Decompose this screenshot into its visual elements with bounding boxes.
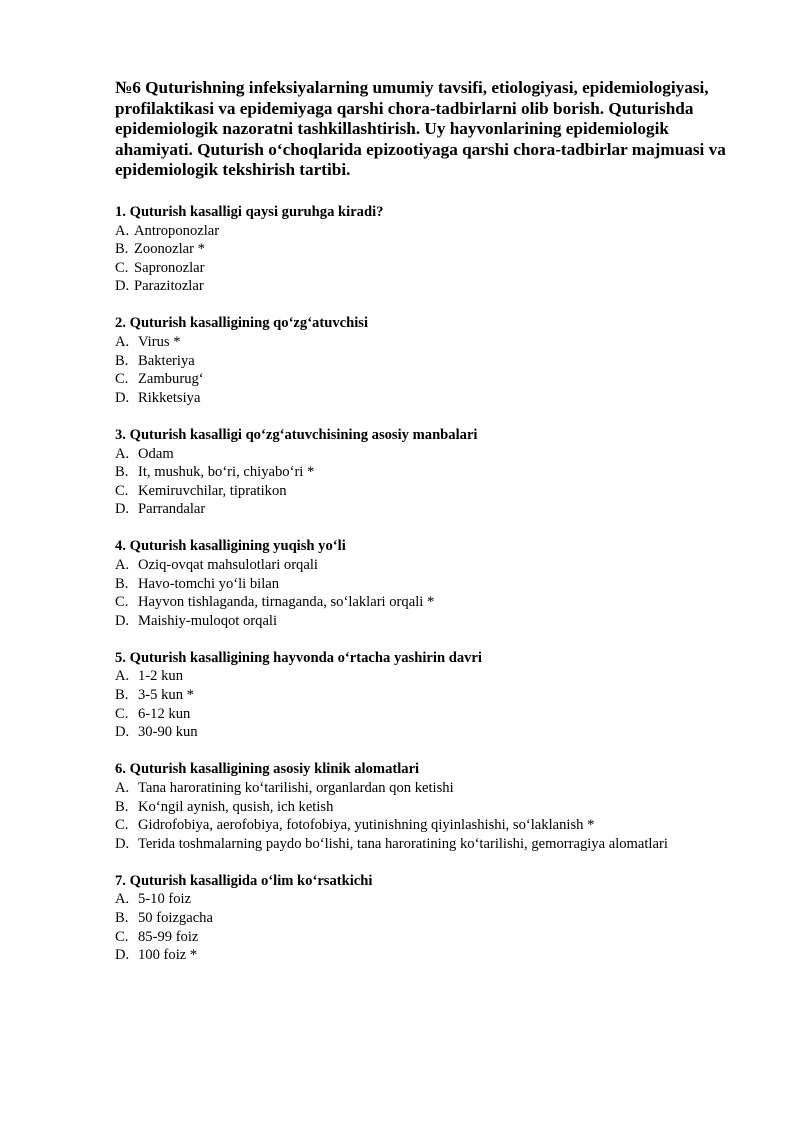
page-title: №6 Quturishning infeksiyalarning umumiy tavsifi, etiologiyasi, epidemiologiyasi, profilaktikasi va epidemiyaga qarshi chora-tadbirlarni olib borish. Quturishda epidemiologik nazoratni tashkillashtirish. Uy hayvonlarining epidemiologik ahamiyati. Quturish o‘choqlarida epizootiyaga qarshi chora-tadbirlar majmuasi va epidemiologik tekshirish tartibi. [115, 78, 726, 179]
option-text: 50 foizgacha [138, 910, 213, 926]
answer-option [115, 352, 775, 371]
option-letter: B. [115, 241, 129, 258]
option-text: Maishiy-muloqot orqali [138, 612, 278, 629]
option-letter: C. [115, 371, 129, 388]
option-text: Virus * [138, 334, 181, 351]
answer-option [115, 389, 775, 408]
option-letter: B. [115, 687, 129, 704]
answer-option [115, 890, 775, 909]
option-text: It, mushuk, bo‘ri, chiyabo‘ri * [138, 464, 315, 481]
option-text: 1-2 kun [138, 668, 183, 685]
option-text: 3-5 kun * [138, 687, 194, 704]
option-text: 6-12 kun [138, 705, 191, 722]
answer-option [115, 705, 775, 724]
answer-option [115, 779, 775, 798]
question-7 [115, 872, 775, 965]
question-text: 4. Quturish kasalligining yuqish yo‘li [115, 538, 346, 555]
answer-option [115, 482, 775, 501]
option-text: Oziq-ovqat mahsulotlari orqali [138, 557, 318, 573]
option-letter: C. [115, 594, 129, 611]
option-text: 5-10 foiz [138, 891, 192, 908]
option-letter: C. [115, 928, 129, 945]
question-5 [115, 649, 775, 742]
answer-option [115, 277, 775, 296]
answer-option [115, 259, 775, 278]
question-text: 2. Quturish kasalligining qo‘zg‘atuvchisi [115, 315, 369, 332]
option-letter: A. [115, 668, 130, 685]
option-letter: D. [115, 278, 130, 295]
option-letter: A. [115, 222, 130, 239]
question-text: 7. Quturish kasalligida o‘lim ko‘rsatkichi [115, 872, 373, 889]
option-letter: D. [115, 835, 130, 852]
option-letter: A. [115, 891, 130, 908]
answer-option [115, 798, 775, 817]
option-text: Bakteriya [138, 352, 195, 369]
option-text: Gidrofobiya, aerofobiya, fotofobiya, yutinishning qiyinlashishi, so‘laklanish * [138, 817, 595, 834]
option-letter: B. [115, 575, 129, 592]
option-letter: B. [115, 352, 129, 369]
answer-option [115, 463, 775, 482]
option-text: 85-99 foiz [138, 928, 199, 945]
option-text: Parazitozlar [134, 278, 204, 295]
question-text: 1. Quturish kasalligi qaysi guruhga kiradi? [115, 204, 384, 220]
question-4 [115, 537, 775, 630]
option-text: Kemiruvchilar, tipratikon [138, 482, 287, 499]
option-letter: C. [115, 482, 129, 499]
option-letter: D. [115, 612, 130, 629]
option-letter: D. [115, 724, 130, 741]
option-letter: A. [115, 445, 130, 462]
option-text: Sapronozlar [134, 259, 205, 276]
option-text: Terida toshmalarning paydo bo‘lishi, tana haroratining ko‘tarilishi, gemorragiya alomatlari [138, 835, 668, 852]
answer-option [115, 240, 775, 259]
option-text: Ko‘ngil aynish, qusish, ich ketish [138, 798, 334, 815]
option-text: Antroponozlar [134, 222, 220, 239]
answer-option [115, 835, 775, 854]
option-letter: C. [115, 817, 129, 834]
question-text: 6. Quturish kasalligining asosiy klinik alomatlari [115, 761, 420, 778]
answer-option [115, 723, 775, 742]
answer-option [115, 370, 775, 389]
answer-option [115, 556, 775, 575]
answer-option [115, 500, 775, 519]
option-letter: A. [115, 779, 130, 796]
option-letter: C. [115, 259, 129, 276]
option-text: 30-90 kun [138, 724, 198, 741]
answer-option [115, 946, 775, 965]
answer-option [115, 686, 775, 705]
option-text: Parrandalar [138, 501, 206, 518]
answer-option [115, 667, 775, 686]
option-text: Zamburug‘ [138, 371, 204, 388]
option-letter: D. [115, 389, 130, 406]
question-text: 3. Quturish kasalligi qo‘zg‘atuvchisining asosiy manbalari [115, 426, 478, 443]
option-text: Odam [138, 445, 174, 462]
option-text: Havo-tomchi yo‘li bilan [138, 575, 280, 592]
option-letter: D. [115, 947, 130, 964]
answer-option [115, 333, 775, 352]
question-text: 5. Quturish kasalligining hayvonda o‘rtacha yashirin davri [115, 649, 482, 666]
answer-option [115, 928, 775, 947]
option-letter: C. [115, 705, 129, 722]
answer-option [115, 575, 775, 594]
answer-option [115, 222, 775, 241]
option-text: 100 foiz * [138, 947, 198, 964]
option-letter: A. [115, 334, 130, 351]
question-3 [115, 426, 775, 519]
answer-option [115, 816, 775, 835]
option-letter: D. [115, 501, 130, 518]
option-letter: A. [115, 557, 130, 573]
option-text: Hayvon tishlaganda, tirnaganda, so‘laklari orqali * [138, 594, 435, 611]
option-text: Zoonozlar * [134, 241, 205, 258]
question-6 [115, 760, 775, 853]
answer-option [115, 445, 775, 464]
answer-option [115, 593, 775, 612]
answer-option [115, 909, 775, 928]
answer-option [115, 612, 775, 631]
option-text: Rikketsiya [138, 389, 201, 406]
option-letter: B. [115, 910, 129, 926]
question-list [115, 203, 775, 983]
option-text: Tana haroratining ko‘tarilishi, organlardan qon ketishi [138, 779, 454, 796]
question-2 [115, 314, 775, 407]
question-1 [115, 203, 775, 296]
option-letter: B. [115, 798, 129, 815]
option-letter: B. [115, 464, 129, 481]
